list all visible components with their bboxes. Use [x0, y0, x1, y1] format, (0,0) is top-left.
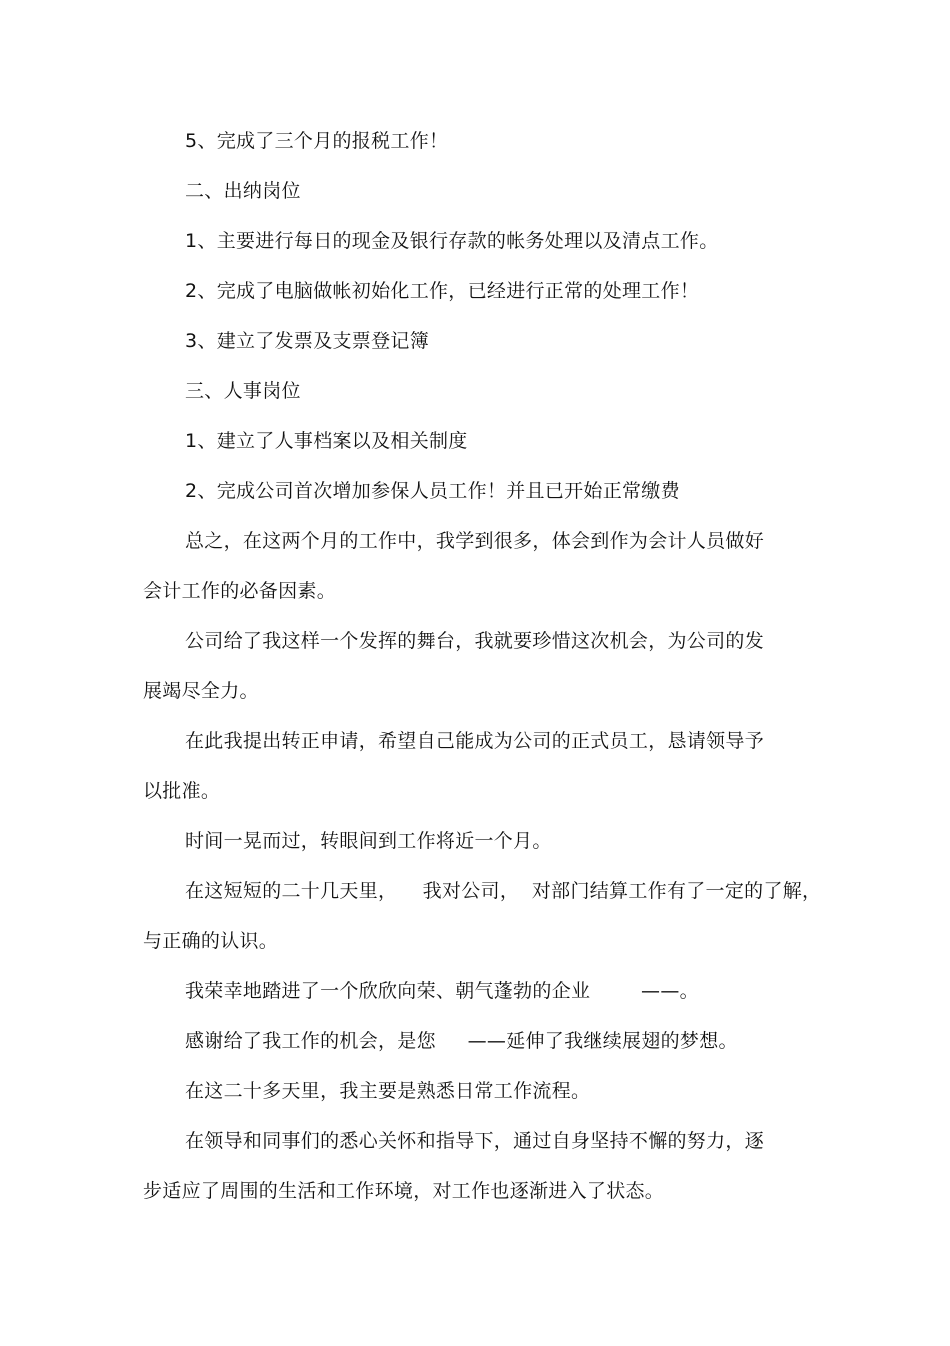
section-heading-cashier: 二、出纳岗位 — [185, 180, 301, 202]
list-item-computer-accounting: 2、完成了电脑做帐初始化工作，已经进行正常的处理工作！ — [185, 280, 700, 302]
paragraph-thanks: 感谢给了我工作的机会，是您 ——延伸了我继续展翅的梦想。 — [185, 1030, 738, 1052]
paragraph-workflow: 在这二十多天里，我主要是熟悉日常工作流程。 — [185, 1080, 591, 1102]
list-item-insurance: 2、完成公司首次增加参保人员工作！并且已开始正常缴费 — [185, 480, 680, 502]
paragraph-understanding-line-2: 与正确的认识。 — [143, 930, 279, 952]
paragraph-time: 时间一晃而过，转眼间到工作将近一个月。 — [185, 830, 552, 852]
paragraph-enterprise: 我荣幸地踏进了一个欣欣向荣、朝气蓬勃的企业 ——。 — [185, 980, 699, 1002]
paragraph-summary-line-2: 会计工作的必备因素。 — [143, 580, 337, 602]
paragraph-summary-line-1: 总之，在这两个月的工作中，我学到很多，体会到作为会计人员做好 — [185, 530, 765, 552]
paragraph-adaptation-line-2: 步适应了周围的生活和工作环境，对工作也逐渐进入了状态。 — [143, 1180, 665, 1202]
section-heading-hr: 三、人事岗位 — [185, 380, 301, 402]
paragraph-stage-line-1: 公司给了我这样一个发挥的舞台，我就要珍惜这次机会，为公司的发 — [185, 630, 765, 652]
paragraph-stage-line-2: 展竭尽全力。 — [143, 680, 259, 702]
paragraph-application-line-1: 在此我提出转正申请，希望自己能成为公司的正式员工，恳请领导予 — [185, 730, 765, 752]
list-item-hr-files: 1、建立了人事档案以及相关制度 — [185, 430, 468, 452]
paragraph-adaptation-line-1: 在领导和同事们的悉心关怀和指导下，通过自身坚持不懈的努力，逐 — [185, 1130, 765, 1152]
list-item-cash-processing: 1、主要进行每日的现金及银行存款的帐务处理以及清点工作。 — [185, 230, 719, 252]
list-item-invoice-register: 3、建立了发票及支票登记簿 — [185, 330, 429, 352]
list-item-tax-filing: 5、完成了三个月的报税工作！ — [185, 130, 449, 152]
paragraph-understanding-line-1: 在这短短的二十几天里， 我对公司， 对部门结算工作有了一定的了解， — [185, 880, 822, 902]
paragraph-application-line-2: 以批准。 — [143, 780, 221, 802]
